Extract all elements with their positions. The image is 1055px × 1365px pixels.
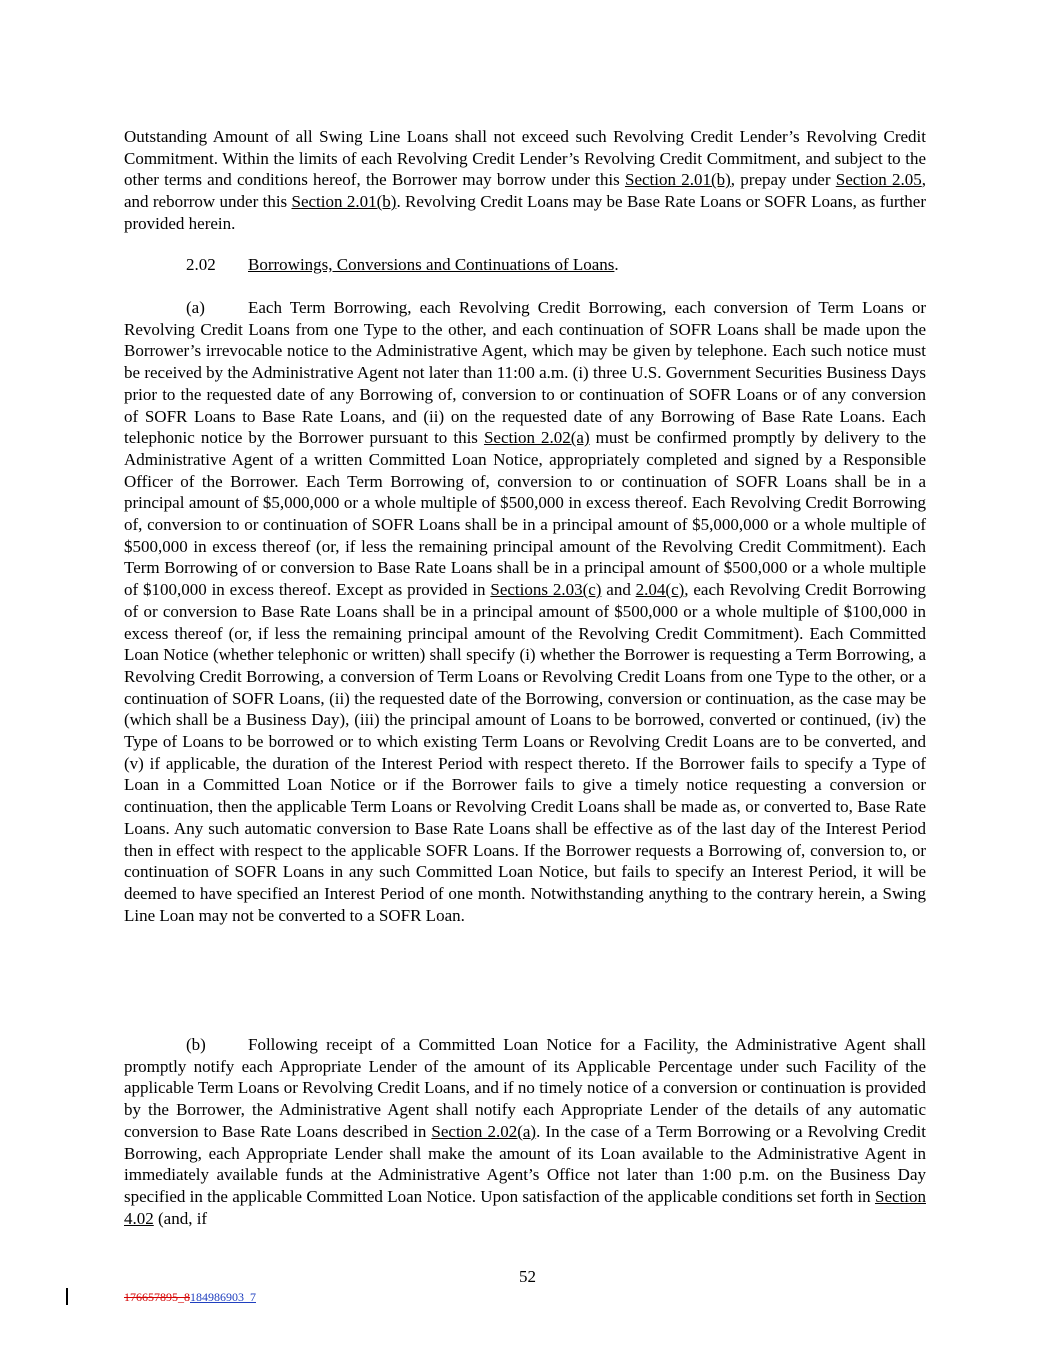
section-ref: 2.04(c) xyxy=(635,580,685,600)
section-heading xyxy=(186,254,619,276)
section-ref: Section 2.05 xyxy=(835,170,922,190)
document-id xyxy=(124,1290,256,1304)
text-run: (and, if xyxy=(153,1208,208,1228)
section-ref: Section 4.02 xyxy=(124,1186,926,1228)
section-ref: Section 2.01(b) xyxy=(291,192,397,212)
text-run: , prepay under xyxy=(730,170,836,190)
text-run: . Revolving Credit Loans may be Base Rate Loans or SOFR Loans, as further provided herein. xyxy=(124,192,926,233)
docid-inserted: 184986903_7 xyxy=(190,1290,256,1304)
paragraph-a xyxy=(124,297,926,926)
text-run: Following receipt of a Committed Loan Notice for a Facility, the Administrative Agent shall promptly notify each Appropriate Lender of the amount of its Applicable Percentage under such Facility of the applicable Term Loans or Revolving Credit Loans, and if no timely notice of a conversion or continuation is provided by the Borrower, the Administrative Agent shall notify each Appropriate Lender of the details of any automatic conversion to Base Rate Loans described in xyxy=(124,1035,926,1141)
text-run: and xyxy=(601,580,636,600)
text-run: Each Term Borrowing, each Revolving Credit Borrowing, each conversion of Term Loans or Revolving Credit Loans from one Type to the other, and each continuation of SOFR Loans shall be made upon the Borrower’s irrevocable notice to the Administrative Agent, which may be given by telephone. Each such notice must be received by the Administrative Agent not later than 11:00 a.m. (i) three U.S. Government Securities Business Days prior to the requested date of any Borrowing of, conversion to or continuation of SOFR Loans or of any conversion of SOFR Loans to Base Rate Loans, and (ii) on the requested date of any Borrowing of Base Rate Loans. Each telephonic notice by the Borrower pursuant to this xyxy=(124,298,926,448)
text-run: , and reborrow under this xyxy=(124,170,926,212)
paragraph-continuation xyxy=(124,126,926,235)
section-ref: Section 2.02(a) xyxy=(431,1121,537,1141)
paragraph-label: (b) xyxy=(186,1035,206,1054)
section-title: Borrowings, Conversions and Continuations of Loans xyxy=(248,255,615,274)
revision-bar xyxy=(66,1288,68,1305)
section-ref: Section 2.01(b) xyxy=(624,170,731,190)
heading-period: . xyxy=(614,255,619,274)
text-run: must be confirmed promptly by delivery to the Administrative Agent of a written Committed Loan Notice, appropriately completed and signed by a Responsible Officer of the Borrower. Each Term Borrowing of, conversion to or continuation of SOFR Loans shall be in a principal amount of $5,000,000 or a whole multiple of $500,000 in excess thereof. Each Revolving Credit Borrowing of, conversion to or continuation of SOFR Loans shall be in a principal amount of $5,000,000 or a whole multiple of $500,000 in excess thereof (or, if less the remaining principal amount of the Revolving Credit Commitment). Each Term Borrowing of or conversion to Base Rate Loans shall be in a principal amount of $500,000 or a whole multiple of $100,000 in excess thereof. Except as provided in xyxy=(124,428,926,600)
text-run: , each Revolving Credit Borrowing of or conversion to Base Rate Loans shall be in a principal amount of $500,000 or a whole multiple of $100,000 in excess thereof (or, if less the remaining principal amount of the Revolving Credit Commitment). Each Committed Loan Notice (whether telephonic or written) shall specify (i) whether the Borrower is requesting a Term Borrowing, a Revolving Credit Borrowing, a conversion of Term Loans or Revolving Credit Loans from one Type to the other, or a continuation of SOFR Loans, (ii) the requested date of the Borrowing, conversion or continuation, as the case may be (which shall be a Business Day), (iii) the principal amount of Loans to be borrowed, converted or continued, (iv) the Type of Loans to be borrowed or to which existing Term Loans or Revolving Credit Loans are to be converted, and (v) if applicable, the duration of the Interest Period with respect thereto. If the Borrower fails to specify a Type of Loan in a Committed Loan Notice or if the Borrower fails to give a timely notice requesting a conversion or continuation, then the applicable Term Loans or Revolving Credit Loans shall be made as, or converted to, Base Rate Loans. Any such automatic conversion to Base Rate Loans shall be effective as of the last day of the Interest Period then in effect with respect to the applicable SOFR Loans. If the Borrower requests a Borrowing of, conversion to, or continuation of SOFR Loans in any such Committed Loan Notice, but fails to specify an Interest Period, it will be deemed to have specified an Interest Period of one month. Notwithstanding anything to the contrary herein, a Swing Line Loan may not be converted to a SOFR Loan. xyxy=(124,580,926,925)
text-run: . In the case of a Term Borrowing or a Revolving Credit Borrowing, each Appropriate Lender shall make the amount of its Loan available to the Administrative Agent in immediately available funds at the Administrative Agent’s Office not later than 1:00 p.m. on the Business Day specified in the applicable Committed Loan Notice. Upon satisfaction of the applicable conditions set forth in xyxy=(124,1121,927,1206)
section-ref: Section 2.02(a) xyxy=(483,428,590,448)
paragraph-b xyxy=(124,1034,926,1229)
section-number: 2.02 xyxy=(186,255,216,274)
text-run: Outstanding Amount of all Swing Line Loans shall not exceed such Revolving Credit Lender’s Revolving Credit Commitment. Within the limits of each Revolving Credit Lender’s Revolving Credit Commitment, and subject to the other terms and conditions hereof, the Borrower may borrow under this xyxy=(124,127,926,190)
paragraph-label: (a) xyxy=(186,298,205,317)
section-ref: Sections 2.03(c) xyxy=(490,580,602,600)
page-number: 52 xyxy=(519,1267,536,1286)
docid-deleted: 176657895_8 xyxy=(124,1290,190,1304)
